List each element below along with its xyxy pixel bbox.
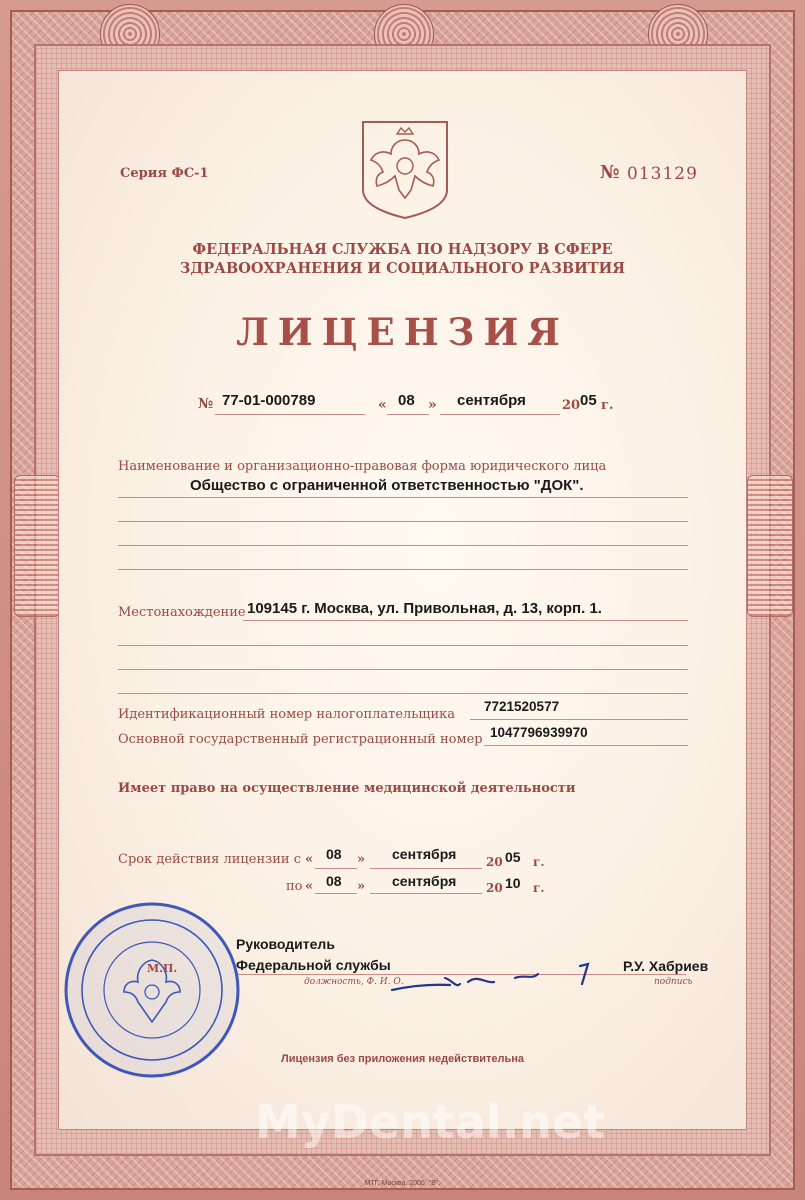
side-ornament-right xyxy=(747,475,793,617)
quote-open: « xyxy=(305,852,314,867)
license-day: 08 xyxy=(398,392,415,409)
field-line xyxy=(118,497,688,498)
year-prefix: 20 xyxy=(486,855,503,869)
blank-number-prefix: № xyxy=(600,162,620,183)
license-month: сентября xyxy=(457,392,526,409)
field-line xyxy=(370,868,482,869)
license-number-label: № xyxy=(198,396,214,412)
site-watermark: MyDental.net xyxy=(255,1095,606,1149)
signatory-title-2: Федеральной службы xyxy=(236,957,391,973)
validity-to-year: 10 xyxy=(505,875,521,891)
field-line xyxy=(118,545,688,546)
validity-from-month: сентября xyxy=(392,846,457,862)
license-year: 05 xyxy=(580,392,597,409)
agency-line-1: ФЕДЕРАЛЬНАЯ СЛУЖБА ПО НАДЗОРУ В СФЕРЕ xyxy=(192,241,613,258)
field-line xyxy=(470,719,688,720)
year-suffix: г. xyxy=(533,855,545,869)
validity-from-day: 08 xyxy=(326,846,342,862)
agency-line-2: ЗДРАВООХРАНЕНИЯ И СОЦИАЛЬНОГО РАЗВИТИЯ xyxy=(179,260,626,277)
location-value: 109145 г. Москва, ул. Привольная, д. 13, корп. 1. xyxy=(247,600,602,617)
field-line xyxy=(118,569,688,570)
field-line xyxy=(243,620,688,621)
validity-to-label: по xyxy=(286,879,303,894)
ogrn-value: 1047796939970 xyxy=(490,725,588,740)
validity-from-label: Срок действия лицензии с xyxy=(118,852,301,867)
handwritten-signature xyxy=(390,960,610,1005)
org-label: Наименование и организационно-правовая форма юридического лица xyxy=(118,459,607,474)
quote-open: « xyxy=(378,397,387,413)
inn-label: Идентификационный номер налогоплательщика xyxy=(118,707,456,722)
signatory-name: Р.У. Хабриев xyxy=(623,958,709,974)
location-label: Местонахождение xyxy=(118,605,246,620)
side-ornament-left xyxy=(14,475,60,617)
footer-note: Лицензия без приложения недействительна xyxy=(280,1053,524,1065)
quote-close: » xyxy=(428,397,437,413)
signature-caption: подпись xyxy=(654,977,693,987)
org-value: Общество с ограниченной ответственностью "ДОК". xyxy=(190,477,584,494)
license-number: 77-01-000789 xyxy=(222,392,316,409)
field-line xyxy=(118,693,688,694)
field-line xyxy=(387,414,429,415)
field-line xyxy=(118,645,688,646)
coat-of-arms-icon xyxy=(361,120,449,220)
inn-value: 7721520577 xyxy=(484,699,560,714)
quote-close: » xyxy=(357,879,366,894)
validity-to-month: сентября xyxy=(392,873,457,889)
validity-to-day: 08 xyxy=(326,873,342,889)
validity-from-year: 05 xyxy=(505,849,521,865)
quote-open: « xyxy=(305,879,314,894)
field-line xyxy=(315,893,357,894)
field-line xyxy=(440,414,560,415)
position-caption: должность, Ф. И. О. xyxy=(304,977,404,987)
field-line xyxy=(315,868,357,869)
field-line xyxy=(484,745,688,746)
field-line xyxy=(118,669,688,670)
right-text: Имеет право на осуществление медицинской деятельности xyxy=(118,781,576,796)
ogrn-label: Основной государственный регистрационный номер xyxy=(118,732,483,747)
page-title: ЛИЦЕНЗИЯ xyxy=(236,310,569,354)
field-line xyxy=(118,521,688,522)
printer-note: МТГ, Москва, 2005, "В". xyxy=(364,1180,441,1187)
mp-label: М.П. xyxy=(147,962,178,975)
year-prefix: 20 xyxy=(486,881,503,895)
quote-close: » xyxy=(357,852,366,867)
blank-number: 013129 xyxy=(627,164,698,184)
field-line xyxy=(370,893,482,894)
year-suffix: г. xyxy=(533,881,545,895)
signatory-title-1: Руководитель xyxy=(236,936,335,952)
field-line xyxy=(215,414,365,415)
year-suffix: г. xyxy=(601,398,614,413)
series-label: Серия ФС-1 xyxy=(120,166,209,181)
year-prefix: 20 xyxy=(562,398,581,413)
